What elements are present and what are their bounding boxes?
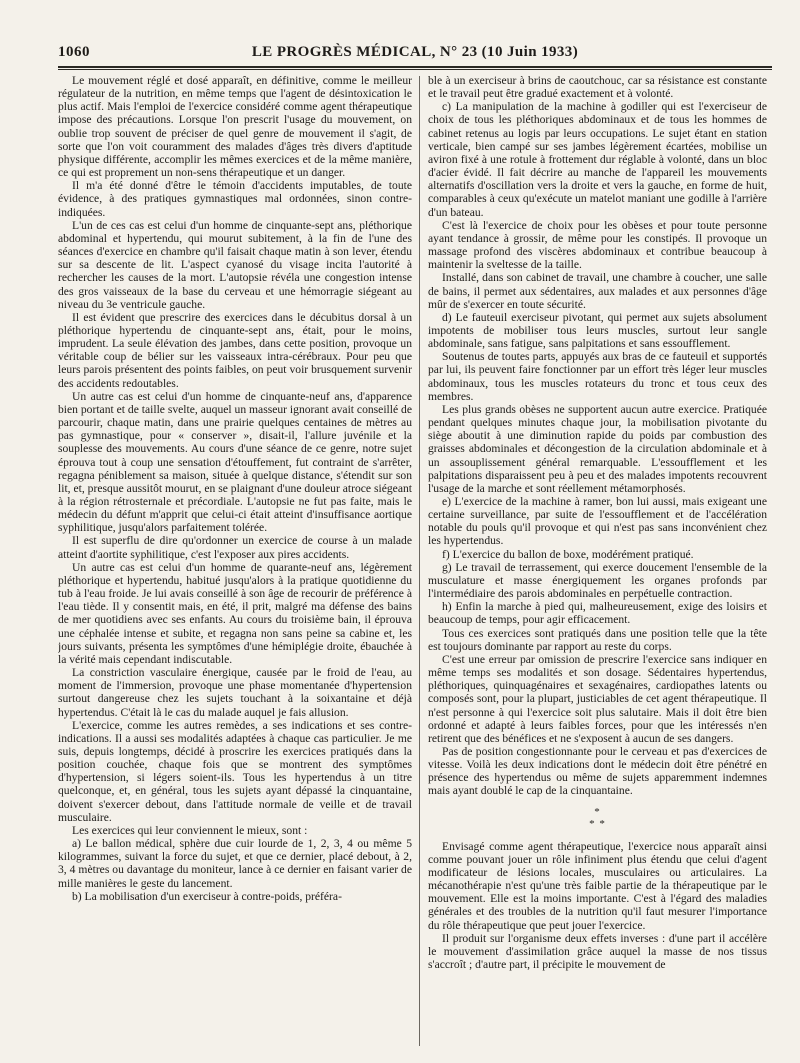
paragraph: C'est là l'exercice de choix pour les obèses et pour toute personne ayant tendance à grossir, de même pour les constipés. Il provoque un massage profond des viscères abdominaux et contribue beaucoup à maintenir la sveltesse de la taille. [428, 218, 767, 272]
paragraph: Pas de position congestionnante pour le cerveau et pas d'exercices de vitesse. Voilà les deux indications dont le médecin doit être pénétré en présence des hypertendus ou même de sujets apparemment indemnes mais ayant doublé le cap de la cinquantaine. [428, 744, 767, 798]
separator-stars: * * [589, 817, 606, 830]
paragraph: Les exercices qui leur conviennent le mieux, sont : [72, 823, 308, 837]
paragraph: g) Le travail de terrassement, qui exerce doucement l'ensemble de la musculature et masse énergiquement les organes profonds par l'intermédiaire des parois abdominales en perpétuelle contraction. [428, 560, 767, 601]
paragraph: La constriction vasculaire énergique, causée par le froid de l'eau, au moment de l'immersion, provoque une phase momentanée d'hypertension surtout dangereuse chez les sujets touchant à la soixantaine et déjà hypertendus. C'était là le cas du malade auquel je fais allusion. [58, 666, 412, 719]
paragraph: Un autre cas est celui d'un homme de quarante-neuf ans, légèrement pléthorique et hypertendu, habitué jusqu'alors à la pratique quotidienne du tub à l'eau froide. Je lui avais conseillé à son âge de recourir de préférence à l'eau tiède. Il y consentit mais, en été, il prit, malgré ma défense des bains de mer quotidiens avec ses enfants. Au cours du troisième bain, il éprouva une céphalée intense et subite, et regagna non sans peine sa cabine et, les jours suivants, présenta les symptômes d'une hémiplégie droite, ébauchée à la vérité mais cependant indiscutable. [58, 560, 412, 666]
paragraph: L'exercice, comme les autres remèdes, a ses indications et ses contre-indications. Il a aussi ses modalités adaptées à chaque cas particulier. Je me suis, depuis longtemps, décidé à proscrire les exercices pratiqués dans la position couchée, chaque fois que se montrent des symptômes d'hypertension, si légers soient-ils. Tous les hypertendus à un titre quelconque, et, en général, tous les sujets ayant dépassé la cinquantaine, doivent s'exercer debout, dans l'attitude normale de veille et de travail musculaire. [58, 718, 412, 824]
left-column [58, 74, 412, 1049]
paragraph: f) L'exercice du ballon de boxe, modérément pratiqué. [442, 547, 694, 561]
paragraph: Le mouvement réglé et dosé apparaît, en définitive, comme le meilleur régulateur de la nutrition, en même temps que l'agent de désintoxication le plus actif. Mais l'emploi de l'exercice considéré comme agent thérapeutique impose des précautions. Lorsque l'on prescrit l'usage du mouvement, on oublie trop souvent de préciser de quel genre de mouvement il s'agit, de sorte que l'on voit couramment des malades d'âges très divers d'aptitude physique différente, accomplir les mêmes exercices et de la même manière, ce qui est proprement un non-sens thérapeutique et un danger. [58, 74, 412, 180]
paragraph: Un autre cas est celui d'un homme de cinquante-neuf ans, d'apparence bien portant et de taille svelte, auquel un masseur ignorant avait conseillé de parcourir, chaque matin, dans une prairie quelques centaines de mètres au pas gymnastique, pour « conserver », disait-il, l'allure juvénile et la souplesse des mouvements. Au cours d'une séance de ce genre, notre sujet éprouva tout à coup une sensation d'étouffement, fut contraint de s'arrêter, regagna péniblement sa maison, située à quelque distance, s'étendit sur son lit, et, presque aussitôt mourut, en se plaignant d'une douleur atroce siégeant à la région rétrosternale et précordiale. L'autopsie ne fut pas faite, mais le médecin du défunt m'apprit que celui-ci était atteint d'insuffisance aortique syphilitique, jusqu'alors parfaitement tolérée. [58, 389, 412, 535]
paragraph: Il est superflu de dire qu'ordonner un exercice de course à un malade atteint d'aortite syphilitique, c'est l'exposer aux pires accidents. [58, 534, 412, 561]
paragraph: Il est évident que prescrire des exercices dans le décubitus dorsal à un pléthorique hypertendu de cinquante-sept ans, était, pour le moins, imprudent. La seule élévation des jambes, dans cette position, provoque un véritable coup de bélier sur les vaisseaux intra-cérébraux. Pour peu que leurs parois présentent des points faibles, on peut voir brusquement survenir des accidents redoutables. [58, 310, 412, 390]
paragraph: Installé, dans son cabinet de travail, une chambre à coucher, une salle de bains, il permet aux sédentaires, aux malades et aux personnes d'âge mûr de s'exercer en toute sécurité. [428, 271, 767, 311]
paragraph: Tous ces exercices sont pratiqués dans une position telle que la tête est toujours dominante par rapport au reste du corps. [428, 626, 767, 653]
separator-star: * [594, 805, 601, 818]
page-number: 1060 [58, 44, 90, 60]
paragraph: c) La manipulation de la machine à godiller qui est l'exerciseur de choix de tous les pléthoriques abdominaux et de tous les hommes de cabinet retenus au logis par leurs occupations. Le sujet étant en station verticale, bien campé sur ses jambes légèrement écartées, mobilise un aviron fixé à une rotule à frottement dur réglable à volonté, dans un bloc d'acier évidé. Il fait décrire au manche de l'appareil les mouvements alternatifs d'oscillation vers la droite et vers la gauche, en forme de huit, comparables à ceux qu'exécute un matelot maniant une godille à l'arrière d'un bateau. [428, 100, 767, 219]
paragraph: ble à un exerciseur à brins de caoutchouc, car sa résistance est constante et le travail peut être gradué exactement et à volonté. [428, 74, 767, 101]
paragraph: Il produit sur l'organisme deux effets inverses : d'une part il accélère le mouvement d'assimilation grâce auquel la masse de nos tissus s'accroît ; d'autre part, il précipite le mouvement de [428, 931, 767, 971]
paragraph: d) Le fauteuil exerciseur pivotant, qui permet aux sujets absolument impotents de mobiliser tous leurs muscles, surtout leur sangle abdominale, sans fatigue, sans palpitations et sans essoufflement. [428, 310, 767, 351]
header-rule [58, 69, 772, 70]
paragraph: Il m'a été donné d'être le témoin d'accidents imputables, de toute évidence, à des pratiques gymnastiques mal ordonnées, sinon contre-indiquées. [58, 179, 412, 219]
right-column [428, 74, 767, 1049]
paragraph: Envisagé comme agent thérapeutique, l'exercice nous apparaît ainsi comme pouvant jouer un rôle infiniment plus étendu que celui d'agent modificateur de lésions locales, musculaires ou articulaires. La mécanothérapie n'est qu'une très faible partie de la thérapeutique par le mouvement. Elle est la moins importante. C'est à l'égard des maladies générales et des troubles de la nutrition qu'il faut mesurer l'importance du rôle thérapeutique que peut jouer l'exercice. [428, 839, 767, 932]
paragraph: Les plus grands obèses ne supportent aucun autre exercice. Pratiquée pendant quelques minutes chaque jour, la mobilisation pivotante du siège aboutit à une diminution rapide du poids par combustion des graisses abdominales et décongestion de la circulation abdominale et à un assouplissement général remarquable. L'essoufflement et les palpitations disparaissent peu à peu et des malades impotents recouvrent l'usage de la marche et sont réellement métamorphosés. [428, 402, 767, 495]
paragraph: Soutenus de toutes parts, appuyés aux bras de ce fauteuil et supportés par lui, ils peuvent faire fonctionner par un effort très léger leur muscles abdominaux, tous les muscles rotateurs du tronc et tous ceux des membres. [428, 350, 767, 403]
paragraph: L'un de ces cas est celui d'un homme de cinquante-sept ans, pléthorique abdominal et hypertendu, qui mourut subitement, à la fin de l'une des séances d'exercice en chambre qu'il faisait chaque matin à son lever, étendu sur sa descente de lit. L'aspect cyanosé du visage incita l'autorité à rechercher les causes de la mort. L'autopsie révéla une congestion intense des gros vaisseaux de la base du cerveau et une hémorragie siégeant au niveau du 3e ventricule gauche. [58, 218, 412, 311]
paragraph: e) L'exercice de la machine à ramer, bon lui aussi, mais exigeant une certaine surveillance, par suite de l'essoufflement et de l'accélération notable du pouls qu'il provoque et qui n'est pas sans inconvénient chez les hypertendus. [428, 495, 767, 548]
section-separator [428, 806, 767, 830]
running-title: LE PROGRÈS MÉDICAL, N° 23 (10 Juin 1933) [251, 44, 579, 60]
page-header [58, 44, 772, 68]
paragraph: h) Enfin la marche à pied qui, malheureusement, exige des loisirs et beaucoup de temps, pour agir efficacement. [428, 600, 767, 627]
paragraph: b) La mobilisation d'un exerciseur à contre-poids, préféra- [72, 889, 342, 903]
paragraph: a) Le ballon médical, sphère due cuir lourde de 1, 2, 3, 4 ou même 5 kilogrammes, suivant la force du sujet, et que ce dernier, placé debout, à 2, 3, 4 mètres ou davantage du moniteur, lance à ce dernier en faisant varier de mille manières le geste du lancement. [58, 837, 412, 890]
paragraph: C'est une erreur par omission de prescrire l'exercice sans indiquer en même temps ses modalités et son dosage. Sédentaires hypertendus, pléthoriques, quinquagénaires et sexagénaires, cardiopathes latents ou composés sont, pour la plupart, justiciables de cet agent thérapeutique. Il n'est personne à qui l'exercice soit plus salutaire. Mais il doit être bien ordonné et adapté à leurs faibles forces, pour que les intéressés n'en retirent que des bénéfices et ne s'exposent à aucun de ses dangers. [428, 652, 767, 745]
column-divider [419, 76, 420, 1046]
